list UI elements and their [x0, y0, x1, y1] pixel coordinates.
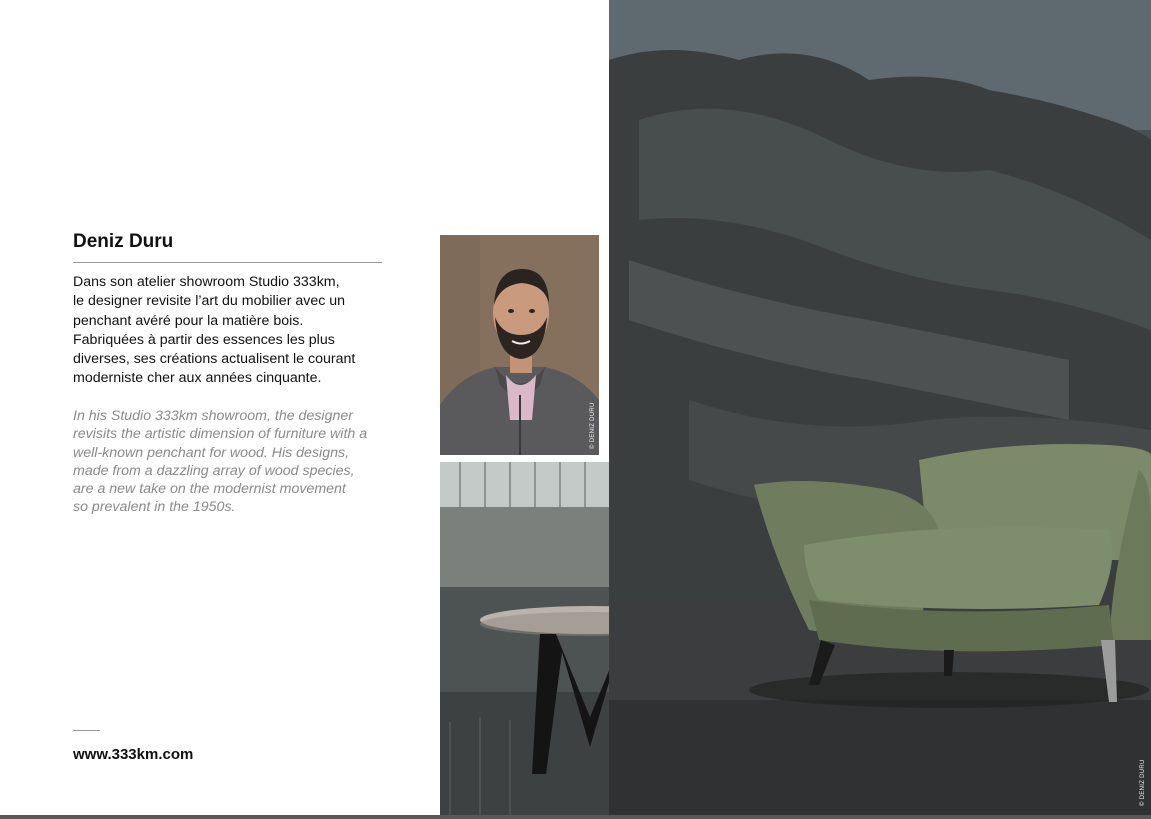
text-fr-line-5: diverses, ses créations actualisent le courant: [73, 351, 356, 368]
text-en-line-2: revisits the artistic dimension of furniture with a: [73, 426, 368, 443]
designer-name: Deniz Duru: [73, 231, 174, 252]
portrait-photo-credit: © DENIZ DURU: [590, 402, 596, 449]
armchair-illustration: [609, 0, 1151, 816]
text-fr-line-6: moderniste cher aux années cinquante.: [73, 370, 322, 387]
armchair-hero-photo: [609, 0, 1151, 816]
text-en-line-5: are a new take on the modernist movement: [73, 481, 346, 498]
text-en-line-4: made from a dazzling array of wood species,: [73, 462, 355, 479]
text-en-line-3: well-known penchant for wood. His designs,: [73, 444, 350, 461]
page-bottom-edge: [0, 815, 1151, 819]
portrait-illustration: [440, 235, 599, 455]
website-link[interactable]: www.333km.com: [73, 746, 194, 763]
text-fr-line-3: penchant avéré pour la matière bois.: [73, 312, 304, 329]
text-fr-line-2: le designer revisite l’art du mobilier avec un: [73, 293, 346, 310]
title-divider: [73, 262, 382, 263]
description-english: [73, 407, 393, 517]
hero-photo-credit: © DENIZ DURU: [1140, 759, 1146, 806]
text-en-line-6: so prevalent in the 1950s.: [73, 499, 236, 516]
text-en-line-1: In his Studio 333km showroom, the designer: [73, 408, 353, 424]
footer-divider: [73, 730, 100, 731]
description-french: [73, 273, 393, 389]
text-fr-line-4: Fabriquées à partir des essences les plus: [73, 331, 335, 348]
text-fr-line-1: Dans son atelier showroom Studio 333km,: [73, 274, 340, 290]
designer-portrait-photo: [440, 235, 599, 455]
